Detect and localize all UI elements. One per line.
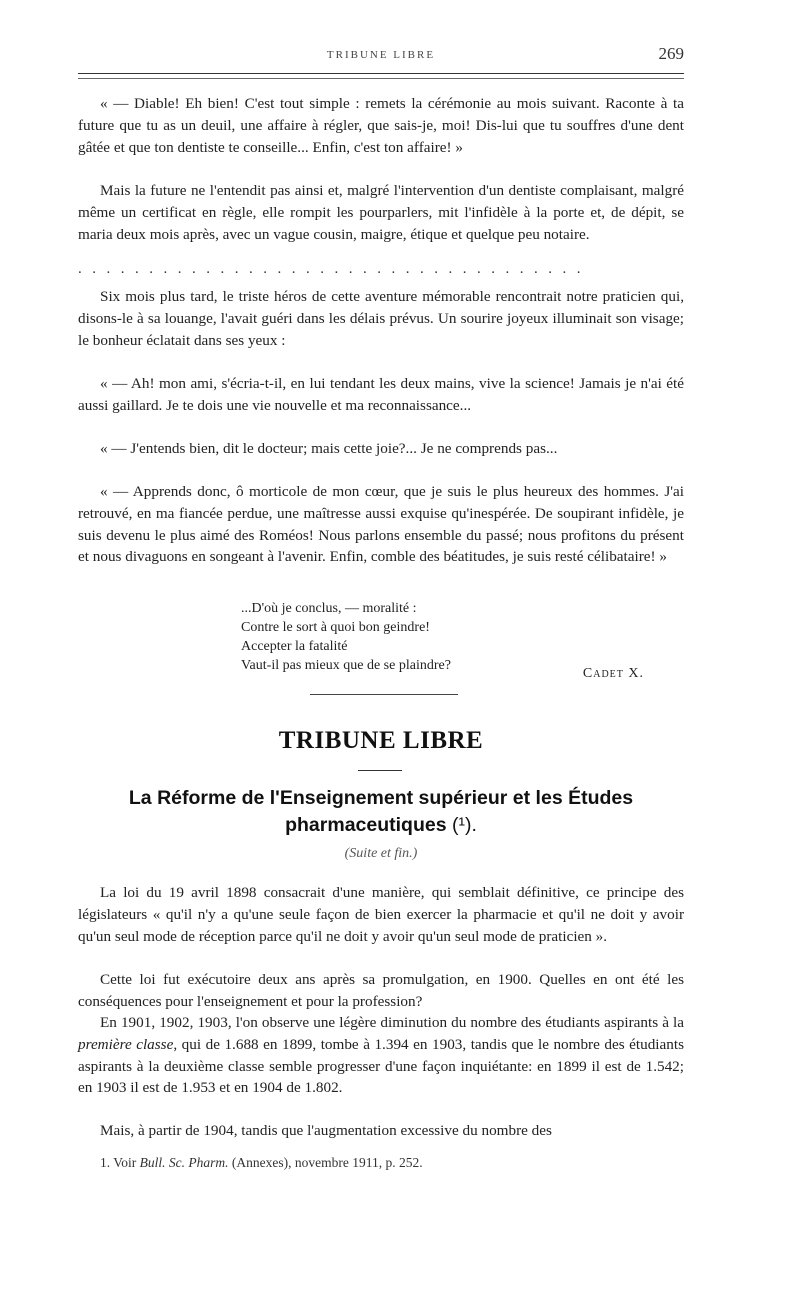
story-paragraph-4: « — Ah! mon ami, s'écria-t-il, en lui tendant les deux mains, vive la science! Jamais je n'ai été aussi gaillard. Je te dois une vie nouvelle et ma reconnaissance...	[78, 375, 684, 414]
footnote-journal: Bull. Sc. Pharm.	[139, 1155, 229, 1170]
verse-line: Vaut-il pas mieux que de se plaindre?	[241, 658, 451, 673]
emphasis-premiere-classe: première classe	[78, 1035, 174, 1053]
article-title-footnote-ref: (¹).	[451, 814, 477, 836]
footnote-number: 1.	[100, 1155, 111, 1170]
moral-verse	[241, 599, 451, 675]
section-title: TRIBUNE LIBRE	[278, 727, 484, 754]
story-paragraph-3: Six mois plus tard, le triste héros de cette aventure mémorable rencontrait notre praticien qui, disons-le à sa louange, l'avait guéri dans les délais prévus. Un sourire joyeux illuminait son visage; le bonheur éclatait dans ses yeux :	[78, 288, 684, 349]
article-paragraph-1: La loi du 19 avril 1898 consacrait d'une manière, qui semblait définitive, ce principe des législateurs « qu'il n'y a qu'une seule façon de bien exercer la pharmacie et qu'il ne doit y avoir qu'un seul mode de réception parce qu'il ne doit y avoir qu'un seul mode de praticien ».	[78, 884, 684, 945]
article-paragraph-3-start: En 1901, 1902, 1903, l'on observe une légère diminution du nombre des étudiants aspirants à la	[100, 1014, 684, 1031]
verse-line: Contre le sort à quoi bon geindre!	[241, 620, 430, 635]
header-rule	[78, 73, 684, 74]
author-signature: Cadet X.	[582, 666, 644, 681]
article-title-line1: La Réforme de l'Enseignement supérieur et les Études	[128, 787, 634, 809]
article-paragraph-3	[78, 1012, 684, 1099]
article-title	[98, 785, 664, 839]
title-rule	[358, 770, 402, 771]
dotted-separator: ....................................	[78, 261, 591, 277]
article-subtitle: (Suite et fin.)	[344, 846, 418, 861]
verse-line: ...D'où je conclus, — moralité :	[241, 601, 417, 616]
article-paragraph-3-rest: , qui de 1.688 en 1899, tombe à 1.394 en 1903, tandis que le nombre des étudiants aspirants à la deuxième classe semble progresser d'une façon inquiétante: en 1899 il est de 1.542; en 1903 il est de 1.953 et en 1904 de 1.802.	[78, 1035, 684, 1097]
story-paragraph-6: « — Apprends donc, ô morticole de mon cœur, que je suis le plus heureux des hommes. J'ai retrouvé, en ma fiancée perdue, une maîtresse aussi exquise qu'inespérée. De soupirant infidèle, je suis devenu le plus aimé des Roméos! Nous parlons ensemble du passé; nous profitons du présent et nous divaguons en songeant à l'avenir. Enfin, comble des béatitudes, je suis resté célibataire! »	[78, 483, 684, 566]
page-number: 269	[658, 44, 684, 63]
footnote-text-start: Voir	[110, 1155, 140, 1170]
story-paragraph-2: Mais la future ne l'entendit pas ainsi et, malgré l'intervention d'un dentiste complaisant, malgré même un certificat en règle, elle rompit les pourparlers, mit l'infidèle à la porte et, de dépit, se maria deux mois après, avec un vague cousin, maigre, étique et quelque peu notaire.	[78, 182, 684, 243]
article-paragraph-2: Cette loi fut exécutoire deux ans après sa promulgation, en 1900. Quelles en ont été les conséquences pour l'enseignement et pour la profession?	[78, 971, 684, 1010]
verse-line: Accepter la fatalité	[241, 639, 348, 654]
story-paragraph-5: « — J'entends bien, dit le docteur; mais cette joie?... Je ne comprends pas...	[100, 440, 558, 457]
footnote	[78, 1155, 706, 1171]
article-paragraph-4: Mais, à partir de 1904, tandis que l'augmentation excessive du nombre des	[100, 1122, 552, 1139]
running-title: TRIBUNE LIBRE	[326, 49, 436, 61]
header-rule-thin	[78, 78, 684, 79]
running-head	[78, 44, 684, 66]
story-paragraph-1: « — Diable! Eh bien! C'est tout simple : remets la cérémonie au mois suivant. Raconte à ta future que tu as un deuil, une affaire à régler, que sais-je, moi! Dis-lui que tu souffres d'une dent gâtée et que ton dentiste te conseille... Enfin, c'est ton affaire! »	[78, 95, 684, 156]
section-separator	[310, 694, 458, 695]
article-title-line2: pharmaceutiques	[285, 814, 447, 836]
footnote-text-rest: (Annexes), novembre 1911, p. 252.	[228, 1155, 423, 1170]
